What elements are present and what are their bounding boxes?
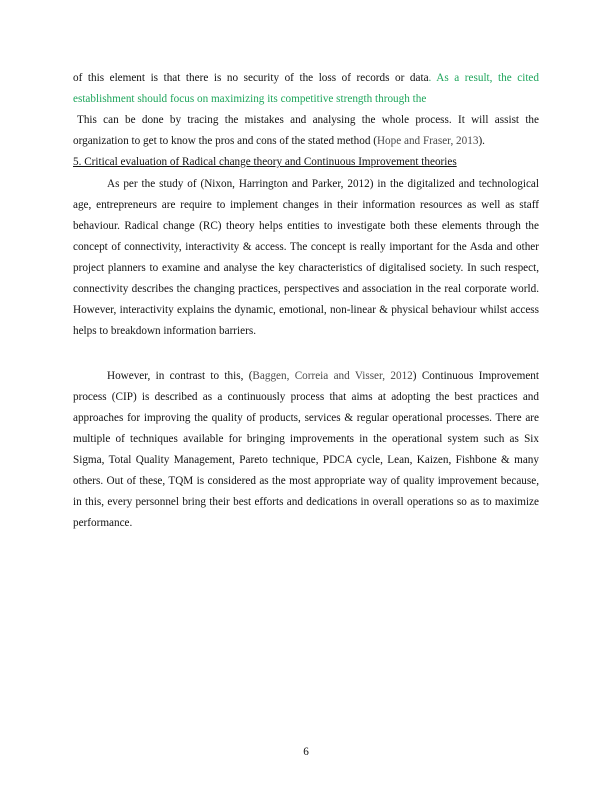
paragraph-continuation (73, 68, 539, 110)
paragraph-end: ). (478, 135, 485, 147)
citation: Baggen, Correia and Visser, 2012 (252, 370, 413, 382)
paragraph-text: ) Continuous Improvement process (CIP) is described as a continuously process that aims at adopting the best practices and approaches for improving the quality of products, services & regular operational processes. There are multiple of techniques available for bringing improvements in the operational system such as Six Sigma, Total Quality Management, Pareto technique, PDCA cycle, Lean, Kaizen, Fishbone & many others. Out of these, TQM is considered as the most appropriate way of quality improvement because, in this, every personnel bring their best efforts and dedications in overall operations so as to maximize performance. (73, 370, 539, 529)
paragraph-text: This can be done by tracing the mistakes and analysing the whole process. It will assist the organization to get to know the pros and cons of the stated method ( (73, 114, 539, 147)
paragraph-continuous-improvement (73, 366, 539, 534)
paragraph-text: of this element is that there is no security of the loss of records or data (73, 72, 429, 84)
paragraph-radical-change: As per the study of (Nixon, Harrington and Parker, 2012) in the digitalized and technological age, entrepreneurs are require to implement changes in their information resources as well as staff behaviour. Radical change (RC) theory helps entities to investigate both these elements through the concept of connectivity, interactivity & access. The concept is really important for the Asda and other project planners to examine and analyse the key characteristics of digitalised society. In such respect, connectivity describes the changing practices, perspectives and association in the real corporate world. However, interactivity explains the dynamic, emotional, non-linear & physical behaviour whilst access helps to breakdown information barriers. (73, 178, 539, 337)
highlighted-text: As a result, the cited establishment should focus on maximizing its competitive strength through the (73, 72, 539, 105)
paragraph-lead: However, in contrast to this, ( (107, 370, 253, 382)
page-number: 6 (303, 746, 309, 758)
paragraph-method (73, 110, 539, 152)
paragraph-punctuation: . (428, 72, 432, 84)
section-heading: 5. Critical evaluation of Radical change theory and Continuous Improvement theories (73, 156, 457, 168)
citation: Hope and Fraser, 2013 (376, 135, 479, 147)
